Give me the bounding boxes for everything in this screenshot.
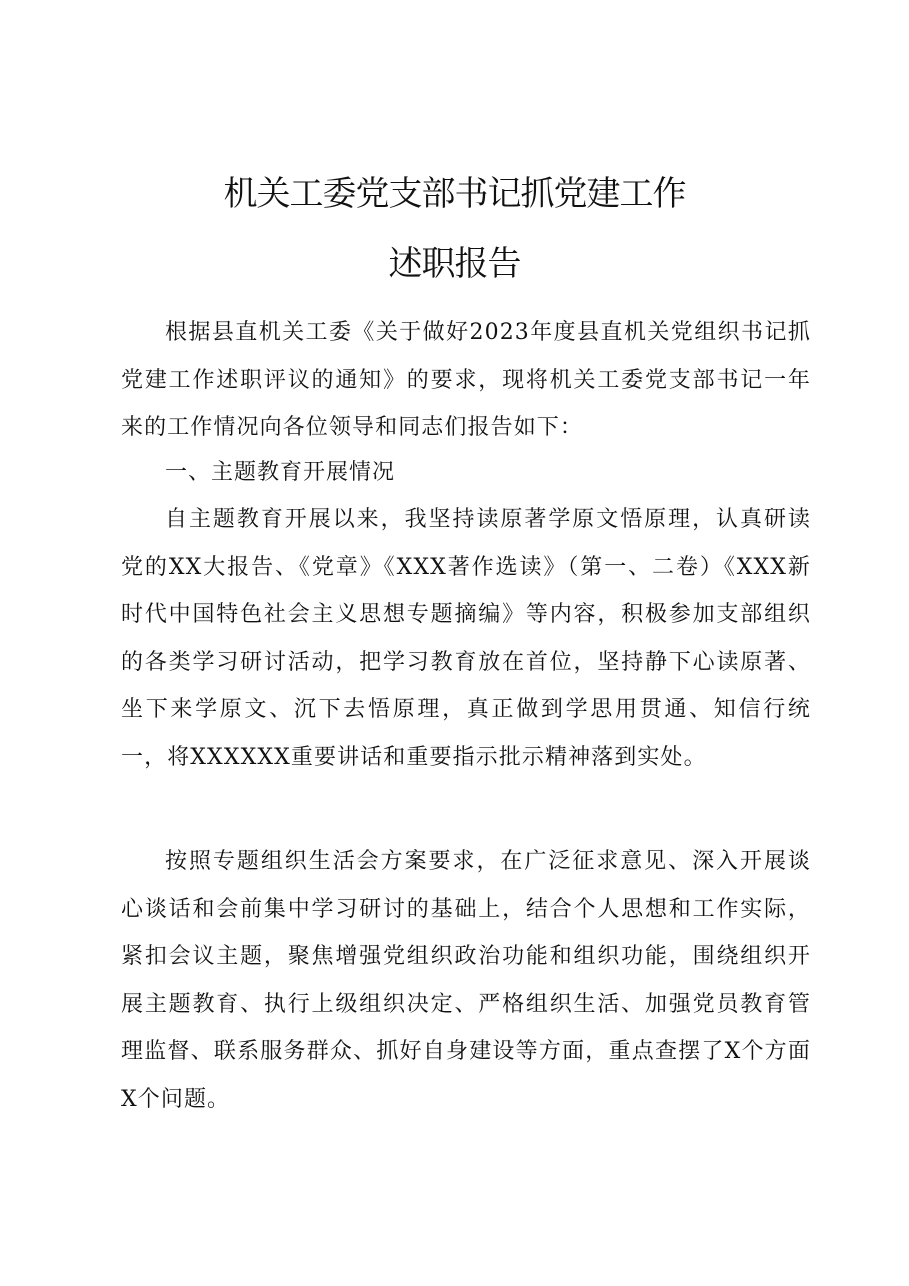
document-title: 机关工委党支部书记抓党建工作: [223, 174, 686, 214]
body-paragraph: 按照专题组织生活会方案要求，在广泛征求意见、深入开展谈心谈话和会前集中学习研讨的基础上，结合个人思想和工作实际，紧扣会议主题，聚焦增强党组织政治功能和组织功能，围绕组织开展主题教育、执行上级组织决定、严格组织生活、加强党员教育管理监督、联系服务群众、抓好自身建设等方面，重点查摆了X个方面X个问题。: [121, 849, 811, 1112]
section-heading: 一、主题教育开展情况: [165, 460, 396, 485]
body-paragraph: 自主题教育开展以来，我坚持读原著学原文悟原理，认真研读党的XX大报告、《党章》《XXX著作选读》（第一、二卷）《XXX新时代中国特色社会主义思想专题摘编》等内容，积极参加支部组织的各类学习研讨活动，把学习教育放在首位，坚持静下心读原著、坐下来学原文、沉下去悟原理，真正做到学思用贯通、知信行统一，将XXXXXX重要讲话和重要指示批示精神落到实处。: [121, 507, 811, 770]
intro-paragraph: 根据县直机关工委《关于做好2023年度县直机关党组织书记抓党建工作述职评议的通知》的要求，现将机关工委党支部书记一年来的工作情况向各位领导和同志们报告如下：: [121, 320, 811, 440]
document-subtitle: 述职报告: [388, 244, 521, 284]
